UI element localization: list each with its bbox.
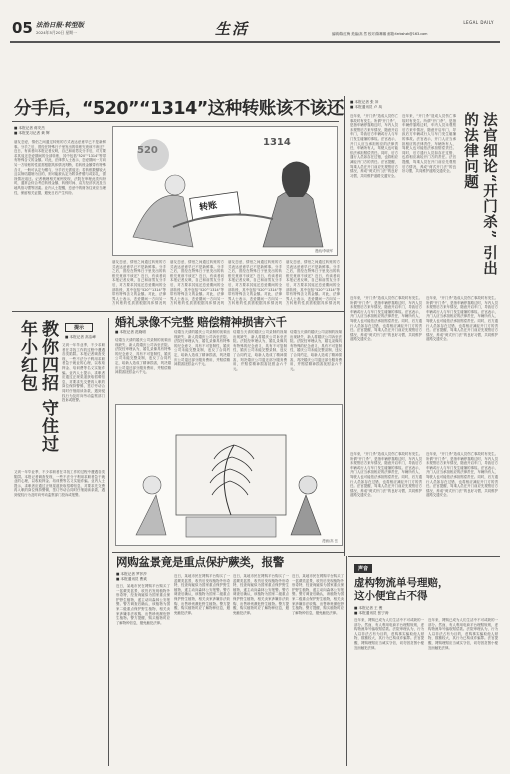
- fern-comic-art: [116, 405, 343, 546]
- article4-byline: ■ 本报记者 范晓明: [115, 330, 146, 334]
- article3-title-line-1: 教你四招: [38, 320, 58, 392]
- article4-body-b: 结婚当天请的婚庆公司录制的视频出现缺失，新人将婚庆公司诉至法院。法院经审理认为，婚礼录像具有特殊的纪念意义，具有不可复制性，婚庆公司未能完整录制，违反了合同约定，给新人造成了精神损害，判决婚庆公司退还部分服务费用，并赔偿精神损害抚慰金六千元。: [174, 330, 230, 367]
- article4-body-a: 结婚当天请的婚庆公司录制的视频出现缺失，新人将婚庆公司诉至法院。法院经审理认为，婚礼录像具有特殊的纪念意义，具有不可复制性，婚庆公司未能完整录制，违反了合同约定，给新人造成了精神损害，判决婚庆公司退还部分服务费用，并赔偿精神损害抚慰金六千元。: [115, 338, 171, 375]
- article1-body-col6: 朋友恋爱，情侣之间通过转账的方式表达爱意早已不是新鲜事。分手之后，曾经在特殊日子里发出的转账究竟该不该还？近日，有读者向本报记者反映，自己和前男友分手后，对方要求其返还恋爱期间的全部转账，其中包括“520”“1314”等带有特殊含义的金额。对此，法律界人士表示，恋爱期间一方向另一方转账的性质需根据具体情况判: [286, 260, 340, 306]
- article3-title-line-2: 守住过年小红包: [17, 320, 58, 453]
- article1-body-col3: 朋友恋爱，情侣之间通过转账的方式表达爱意早已不是新鲜事。分手之后，曾经在特殊日子里发出的转账究竟该不该还？近日，有读者向本报记者反映，自己和前男友分手后，对方要求其返还恋爱期间的全部转账，其中包括“520”“1314”等带有特殊含义的金额。对此，法律界人士表示，恋爱期间一方向另一方转账的性质需根据具体情况判: [170, 260, 224, 306]
- fern-comic-caption: 漫画/高 岳: [322, 539, 338, 543]
- article1-title-rule: [12, 121, 339, 122]
- article2-body-top-b: 近年来，“开门杀”造成人员伤亡事故时有发生。所谓“开门杀”，是指车辆停靠路边时，车内人员未观察后方来车情况，随意开启车门，导致后方车辆或行人与车门发生碰撞的事故。法官表示，开门人应当承担相应的法律责任，车辆所有人、驾驶人也可能依法承担赔偿责任。同时，后方通行人员如存在过错，也将相应减轻开门方的责任。法官提醒，驾乘人员在开门前应先观察后方情况，养成“荷式开门法”的良好习惯，共同维护道路交通安全。: [402, 114, 456, 174]
- editor-line: 编辑/陈红梅 美编/高 然 校对/陈琳娜 邮箱:fzrbshzk@163.com: [332, 32, 428, 36]
- paper-name: 法治日报·转型版: [36, 21, 84, 29]
- article6-title-line-2: 这小便宜占不得: [354, 590, 428, 602]
- article2-body-mid-a: 近年来，“开门杀”造成人员伤亡事故时有发生。所谓“开门杀”，是指车辆停靠路边时，车内人员未观察后方来车情况，随意开启车门，导致后方车辆或行人与车门发生碰撞的事故。法官表示，开门人应当承担相应的法律责任，车辆所有人、驾驶人也可能依法承担赔偿责任。同时，后方通行人员如存在过错，也将相应减轻开门方的责任。法官提醒，驾乘人员在开门前应先观察后方情况，养成“荷式开门法”的良好习惯，共同维护道路交通安全。: [350, 296, 422, 342]
- article2-byline: [350, 100, 440, 110]
- article5-body-a: 近日，某地市民在网购平台购买了一盆蕨类盆景，收货后发现植物外形奇特，经查询疑似为国家重点保护野生植物，遂主动向森林公安报警。警方调查后确认，该植物为国家二级重点保护野生植物，相关卖家涉嫌非法收购、出售珍贵濒危野生植物。警方提醒，购买植物时应了解物种信息，避免触犯法律。: [116, 584, 170, 625]
- header-rule: [10, 41, 500, 43]
- article2-body-low-a: 近年来，“开门杀”造成人员伤亡事故时有发生。所谓“开门杀”，是指车辆停靠路边时，车内人员未观察后方来车情况，随意开启车门，导致后方车辆或行人与车门发生碰撞的事故。法官表示，开门人应当承担相应的法律责任，车辆所有人、驾驶人也可能依法承担赔偿责任。同时，后方通行人员如存在过错，也将相应减轻开门方的责任。法官提醒，驾乘人员在开门前应先观察后方情况，养成“荷式开门法”的良好习惯，共同维护道路交通安全。: [350, 452, 422, 498]
- article6-title: [354, 577, 498, 603]
- masthead: [12, 18, 500, 40]
- date-line: 2024年5月20日 星期一: [36, 30, 77, 35]
- article1-author-2: ■ 本报见习记者 黄 辉: [14, 131, 50, 135]
- article6-body-a: 近年来，网购已成为人们生活中不可或缺的一部分。然而，有人利用电商平台理赔规则，虚构物流单号骗取赔偿款。法院审理认为，行为人以非法占有为目的，虚构事实骗取他人财物，数额较大，其行为已构成诈骗罪。法官提醒，网购理赔应当诚实守信，切勿因贪图小便宜而触犯法律。: [354, 618, 424, 650]
- article6-body-b: 近年来，网购已成为人们生活中不可或缺的一部分。然而，有人利用电商平台理赔规则，虚构物流单号骗取赔偿款。法院审理认为，行为人以非法占有为目的，虚构事实骗取他人财物，数额较大，其行为已构成诈骗罪。法官提醒，网购理赔应当诚实守信，切勿因贪图小便宜而触犯法律。: [428, 618, 498, 650]
- article4-body-d: 结婚当天请的婚庆公司录制的视频出现缺失，新人将婚庆公司诉至法院。法院经审理认为，婚礼录像具有特殊的纪念意义，具有不可复制性，婚庆公司未能完整录制，违反了合同约定，给新人造成了精神损害，判决婚庆公司退还部分服务费用，并赔偿精神损害抚慰金六千元。: [290, 330, 342, 371]
- article5-body-d: 近日，某地市民在网购平台购买了一盆蕨类盆景，收货后发现植物外形奇特，经查询疑似为国家重点保护野生植物，遂主动向森林公安报警。警方调查后确认，该植物为国家二级重点保护野生植物，相关卖家涉嫌非法收购、出售珍贵濒危野生植物。警方提醒，购买植物时应了解物种信息，避免触犯法律。: [292, 574, 344, 615]
- article2-title-line-1: 法官细论“开门杀”: [481, 112, 498, 240]
- article3-divider: [108, 318, 109, 766]
- comic-label-520: 520: [137, 145, 158, 156]
- article3-title: [16, 320, 58, 460]
- article5-divider: [346, 556, 347, 766]
- page-number: 05: [12, 19, 33, 37]
- article2-bottom-rule: [348, 556, 500, 557]
- article2-author-2: ■ 本报通讯员 卢 凤: [350, 105, 382, 109]
- article1-body-col2: 朋友恋爱，情侣之间通过转账的方式表达爱意早已不是新鲜事。分手之后，曾经在特殊日子里发出的转账究竟该不该还？近日，有读者向本报记者反映，自己和前男友分手后，对方要求其返还恋爱期间的全部转账，其中包括“520”“1314”等带有特殊含义的金额。对此，法律界人士表示，恋爱期间一方向另一方转账的性质需根据具体情况判: [112, 260, 166, 306]
- article2-title-line-2: 引出的法律问题: [462, 112, 498, 277]
- article1-body-col5: 朋友恋爱，情侣之间通过转账的方式表达爱意早已不是新鲜事。分手之后，曾经在特殊日子里发出的转账究竟该不该还？近日，有读者向本报记者反映，自己和前男友分手后，对方要求其返还恋爱期间的全部转账，其中包括“520”“1314”等带有特殊含义的金额。对此，法律界人士表示，恋爱期间一方向另一方转账的性质需根据具体情况判: [228, 260, 282, 306]
- article5-title: 网购盆景竟是重点保护蕨类，报警: [116, 555, 284, 569]
- article6-byline: [354, 606, 434, 616]
- article2-body-top-a: 近年来，“开门杀”造成人员伤亡事故时有发生。所谓“开门杀”，是指车辆停靠路边时，车内人员未观察后方来车情况，随意开启车门，导致后方车辆或行人与车门发生碰撞的事故。法官表示，开门人应当承担相应的法律责任，车辆所有人、驾驶人也可能依法承担赔偿责任。同时，后方通行人员如存在过错，也将相应减轻开门方的责任。法官提醒，驾乘人员在开门前应先观察后方情况，养成“荷式开门法”的良好习惯，共同维护道路交通安全。: [350, 114, 398, 178]
- article5-author-1: ■ 本报记者 罗莎莎: [116, 572, 147, 576]
- article3-tag: 提示: [65, 323, 93, 332]
- article5-byline: [116, 572, 176, 582]
- comic-caption: 漫画/李晓军: [314, 249, 333, 253]
- breakup-comic: [112, 126, 338, 256]
- article3-byline: ■ 本报记者 高洁峰: [65, 335, 96, 339]
- article1-divider: [344, 96, 345, 556]
- section-logo: LEGAL DAILY: [463, 20, 494, 25]
- article1-byline: [14, 126, 104, 136]
- article2-author-1: ■ 本报记者 张 冲: [350, 100, 379, 104]
- article6-tag: 声音: [354, 564, 372, 573]
- article4-title: 婚礼录像不完整 赔偿精神损害六千: [115, 315, 287, 329]
- article5-body-b: 近日，某地市民在网购平台购买了一盆蕨类盆景，收货后发现植物外形奇特，经查询疑似为国家重点保护野生植物，遂主动向森林公安报警。警方调查后确认，该植物为国家二级重点保护野生植物，相关卖家涉嫌非法收购、出售珍贵濒危野生植物。警方提醒，购买植物时应了解物种信息，避免触犯法律。: [174, 574, 230, 615]
- article4-bottom-rule: [112, 552, 344, 553]
- comic-label-1314: 1314: [263, 137, 291, 148]
- article2-title: [461, 112, 499, 287]
- article1-bottom-rule: [12, 311, 344, 312]
- article2-body-mid-b: 近年来，“开门杀”造成人员伤亡事故时有发生。所谓“开门杀”，是指车辆停靠路边时，车内人员未观察后方来车情况，随意开启车门，导致后方车辆或行人与车门发生碰撞的事故。法官表示，开门人应当承担相应的法律责任，车辆所有人、驾驶人也可能依法承担赔偿责任。同时，后方通行人员如存在过错，也将相应减轻开门方的责任。法官提醒，驾乘人员在开门前应先观察后方情况，养成“荷式开门法”的良好习惯，共同维护道路交通安全。: [426, 296, 498, 342]
- article6-title-line-1: 虚构物流单号理赔，: [354, 577, 449, 589]
- article5-author-2: ■ 本报通讯员 曹欢: [116, 577, 147, 581]
- fern-comic: [115, 404, 343, 546]
- article6-author-1: ■ 本报记者 王 俊: [354, 606, 383, 610]
- article5-body-c: 近日，某地市民在网购平台购买了一盆蕨类盆景，收货后发现植物外形奇特，经查询疑似为国家重点保护野生植物，遂主动向森林公安报警。警方调查后确认，该植物为国家二级重点保护野生植物，相关卖家涉嫌非法收购、出售珍贵濒危野生植物。警方提醒，购买植物时应了解物种信息，避免触犯法律。: [233, 574, 289, 615]
- article1-body: 朋友恋爱，情侣之间通过转账的方式表达爱意早已不是新鲜事。分手之后，曾经在特殊日子里发出的转账究竟该不该还？近日，有读者向本报记者反映，自己和前男友分手后，对方要求其返还恋爱期间的全部转账，其中包括“520”“1314”等带有特殊含义的金额。对此，法律界人士表示，恋爱期间一方向另一方转账的性质需根据具体情况判断，若转账金额带有特殊含义，一般可认定为赠与，分手后无需返还；若转账数额较大且以缔结婚姻为目的，则可能被认定为附条件赠与或彩礼，需视情况返还。记者梳理相关案例发现，法院在审理此类纠纷时，通常会综合考虑转账金额、转账时间、双方经济状况及当地风俗习惯等因素。业内人士提醒，恋爱中的财务往来应当理性，保留相关证据，避免日后产生纠纷。: [14, 140, 106, 195]
- article3-body-a: 又到一年毕业季，不少求职者在寻找工作的过程中遭遇各类陷阱。本报记者调查发现，一些不法分子利用求职者急于就业的心理，以收取押金、培训费等名义实施诈骗。业内人士提示，求职者应通过正规渠道获取招聘信息，对要求先交费再入职的岗位保持警惕，签订劳动合同时仔细阅读条款，遇到侵权行为及时向劳动监察部门投诉或报警。: [62, 343, 105, 403]
- article1-author-1: ■ 本报记者 蒋安杰: [14, 126, 45, 130]
- article4-body-c: 结婚当天请的婚庆公司录制的视频出现缺失，新人将婚庆公司诉至法院。法院经审理认为，婚礼录像具有特殊的纪念意义，具有不可复制性，婚庆公司未能完整录制，违反了合同约定，给新人造成了精神损害，判决婚庆公司退还部分服务费用，并赔偿精神损害抚慰金六千元。: [233, 330, 287, 371]
- article2-body-low-b: 近年来，“开门杀”造成人员伤亡事故时有发生。所谓“开门杀”，是指车辆停靠路边时，车内人员未观察后方来车情况，随意开启车门，导致后方车辆或行人与车门发生碰撞的事故。法官表示，开门人应当承担相应的法律责任，车辆所有人、驾驶人也可能依法承担赔偿责任。同时，后方通行人员如存在过错，也将相应减轻开门方的责任。法官提醒，驾乘人员在开门前应先观察后方情况，养成“荷式开门法”的良好习惯，共同维护道路交通安全。: [426, 452, 498, 498]
- article3-body-b: 又到一年毕业季，不少求职者在寻找工作的过程中遭遇各类陷阱。本报记者调查发现，一些不法分子利用求职者急于就业的心理，以收取押金、培训费等名义实施诈骗。业内人士提示，求职者应通过正规渠道获取招聘信息，对要求先交费再入职的岗位保持警惕，签订劳动合同时仔细阅读条款，遇到侵权行为及时向劳动监察部门投诉或报警。: [14, 470, 105, 497]
- article1-title: 分手后，“520”“1314”这种转账该不该还: [14, 99, 344, 119]
- article6-author-2: ■ 本报通讯员 张宁涛: [354, 611, 389, 615]
- comic-label-transfer: 转账: [198, 200, 218, 214]
- section-title: 生活: [215, 20, 250, 38]
